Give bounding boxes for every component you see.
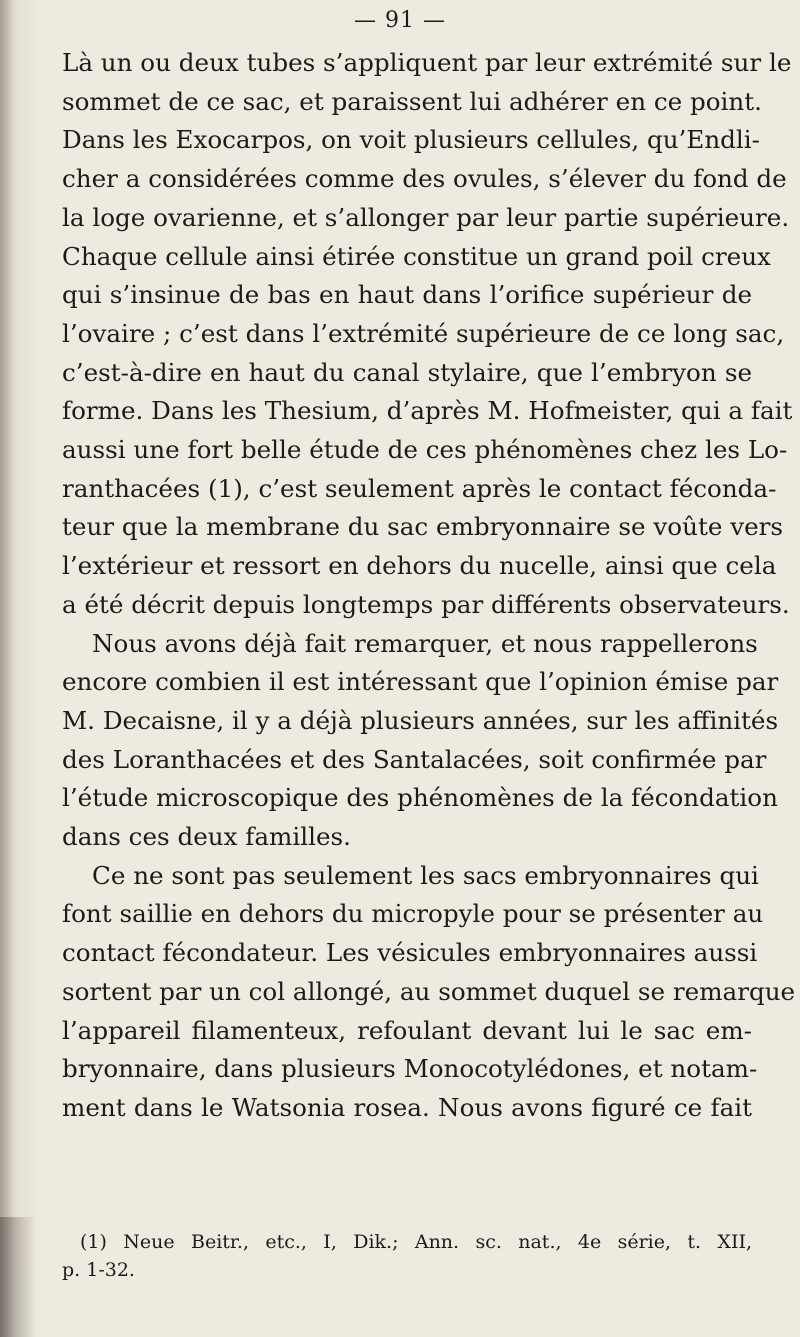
text-line: c’est-à-dire en haut du canal stylaire, que l’embryon se: [62, 357, 752, 387]
footnote-line: p. 1-32.: [62, 1259, 135, 1281]
text-line: Chaque cellule ainsi étirée constitue un grand poil creux: [62, 241, 771, 271]
text-line: Nous avons déjà fait remarquer, et nous rappellerons: [92, 628, 758, 658]
page-edge-shadow: [0, 1217, 36, 1337]
text-line: contact fécondateur. Les vésicules embryonnaires aussi: [62, 938, 758, 968]
body-text: [62, 44, 796, 1128]
text-line: l’appareil filamenteux, refoulant devant lui le sac em-: [62, 1015, 752, 1045]
footnote: [62, 1228, 752, 1284]
text-line: l’ovaire ; c’est dans l’extrémité supérieure de ce long sac,: [62, 318, 785, 348]
text-line: la loge ovarienne, et s’allonger par leur partie supérieure.: [62, 202, 790, 232]
page-gutter-shadow: [0, 0, 14, 1337]
text-line: Ce ne sont pas seulement les sacs embryonnaires qui: [92, 860, 759, 890]
text-line: ment dans le Watsonia rosea. Nous avons figuré ce fait: [62, 1092, 752, 1122]
text-line: M. Decaisne, il y a déjà plusieurs années, sur les affinités: [62, 705, 779, 735]
text-line: l’extérieur et ressort en dehors du nucelle, ainsi que cela: [62, 551, 777, 581]
text-line: font saillie en dehors du micropyle pour se présenter au: [62, 899, 764, 929]
text-line: a été décrit depuis longtemps par différents observateurs.: [62, 589, 790, 619]
text-line: sommet de ce sac, et paraissent lui adhérer en ce point.: [62, 86, 762, 116]
text-line: l’étude microscopique des phénomènes de la fécondation: [62, 783, 778, 813]
text-line: Là un ou deux tubes s’appliquent par leur extrémité sur le: [62, 48, 792, 77]
text-line: des Loranthacées et des Santalacées, soit confirmée par: [62, 744, 767, 774]
text-line: Dans les Exocarpos, on voit plusieurs cellules, qu’Endli-: [62, 125, 760, 155]
text-line: forme. Dans les Thesium, d’après M. Hofmeister, qui a fait: [62, 396, 793, 426]
page-number: — 91 —: [354, 8, 446, 33]
text-line: dans ces deux familles.: [62, 822, 351, 852]
text-line: qui s’insinue de bas en haut dans l’orifice supérieur de: [62, 280, 752, 310]
footnote-line: (1) Neue Beitr., etc., I, Dik.; Ann. sc. nat., 4e série, t. XII,: [80, 1231, 752, 1253]
text-line: encore combien il est intéressant que l’opinion émise par: [62, 667, 779, 697]
text-line: ranthacées (1), c’est seulement après le contact féconda-: [62, 473, 777, 503]
text-line: aussi une fort belle étude de ces phénomènes chez les Lo-: [62, 435, 788, 465]
text-line: bryonnaire, dans plusieurs Monocotylédones, et notam-: [62, 1054, 758, 1084]
text-line: teur que la membrane du sac embryonnaire se voûte vers: [62, 512, 784, 542]
text-line: cher a considérées comme des ovules, s’élever du fond de: [62, 164, 787, 194]
text-line: sortent par un col allongé, au sommet duquel se remarque: [62, 976, 796, 1006]
